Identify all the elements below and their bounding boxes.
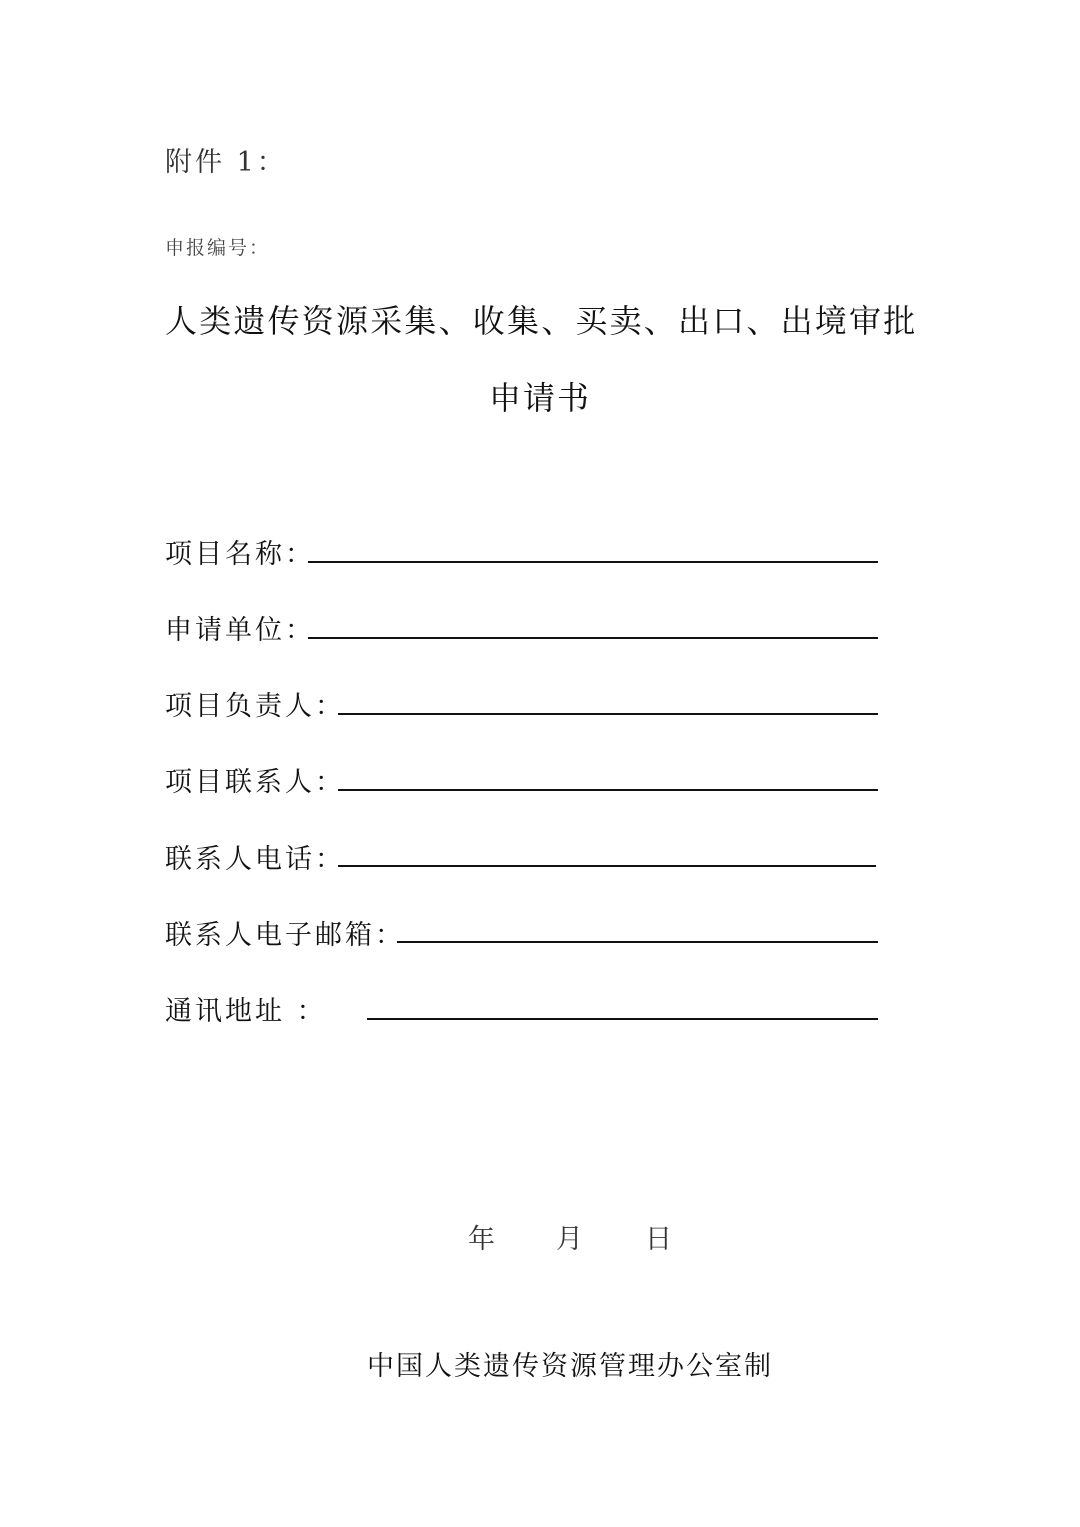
blank-contact-email[interactable] bbox=[397, 941, 878, 943]
blank-project-leader[interactable] bbox=[338, 713, 878, 715]
blank-mailing-address[interactable] bbox=[367, 1018, 878, 1020]
issuer-footer: 中国人类遗传资源管理办公室制 bbox=[367, 1351, 773, 1382]
blank-project-contact[interactable] bbox=[338, 789, 878, 791]
attachment-label: 附件 1： bbox=[165, 147, 287, 178]
serial-number-label: 申报编号： bbox=[165, 237, 271, 259]
blank-project-name[interactable] bbox=[308, 561, 878, 563]
date-day-label: 日 bbox=[645, 1224, 672, 1255]
blank-contact-phone[interactable] bbox=[338, 865, 876, 867]
document-title-line-1: 人类遗传资源采集、收集、买卖、出口、出境审批 bbox=[165, 302, 918, 340]
document-title-line-2: 申请书 bbox=[488, 379, 591, 417]
field-label-contact-phone: 联系人电话： bbox=[165, 844, 345, 875]
date-month-label: 月 bbox=[556, 1224, 583, 1255]
field-label-project-name: 项目名称： bbox=[165, 539, 315, 570]
blank-applicant-unit[interactable] bbox=[308, 637, 878, 639]
field-label-project-contact: 项目联系人： bbox=[165, 767, 345, 798]
date-year-label: 年 bbox=[468, 1224, 495, 1255]
field-label-mailing-address: 通讯地址 ： bbox=[165, 996, 327, 1027]
field-label-contact-email: 联系人电子邮箱： bbox=[165, 920, 405, 951]
field-label-project-leader: 项目负责人： bbox=[165, 691, 345, 722]
field-label-applicant-unit: 申请单位： bbox=[165, 615, 315, 646]
